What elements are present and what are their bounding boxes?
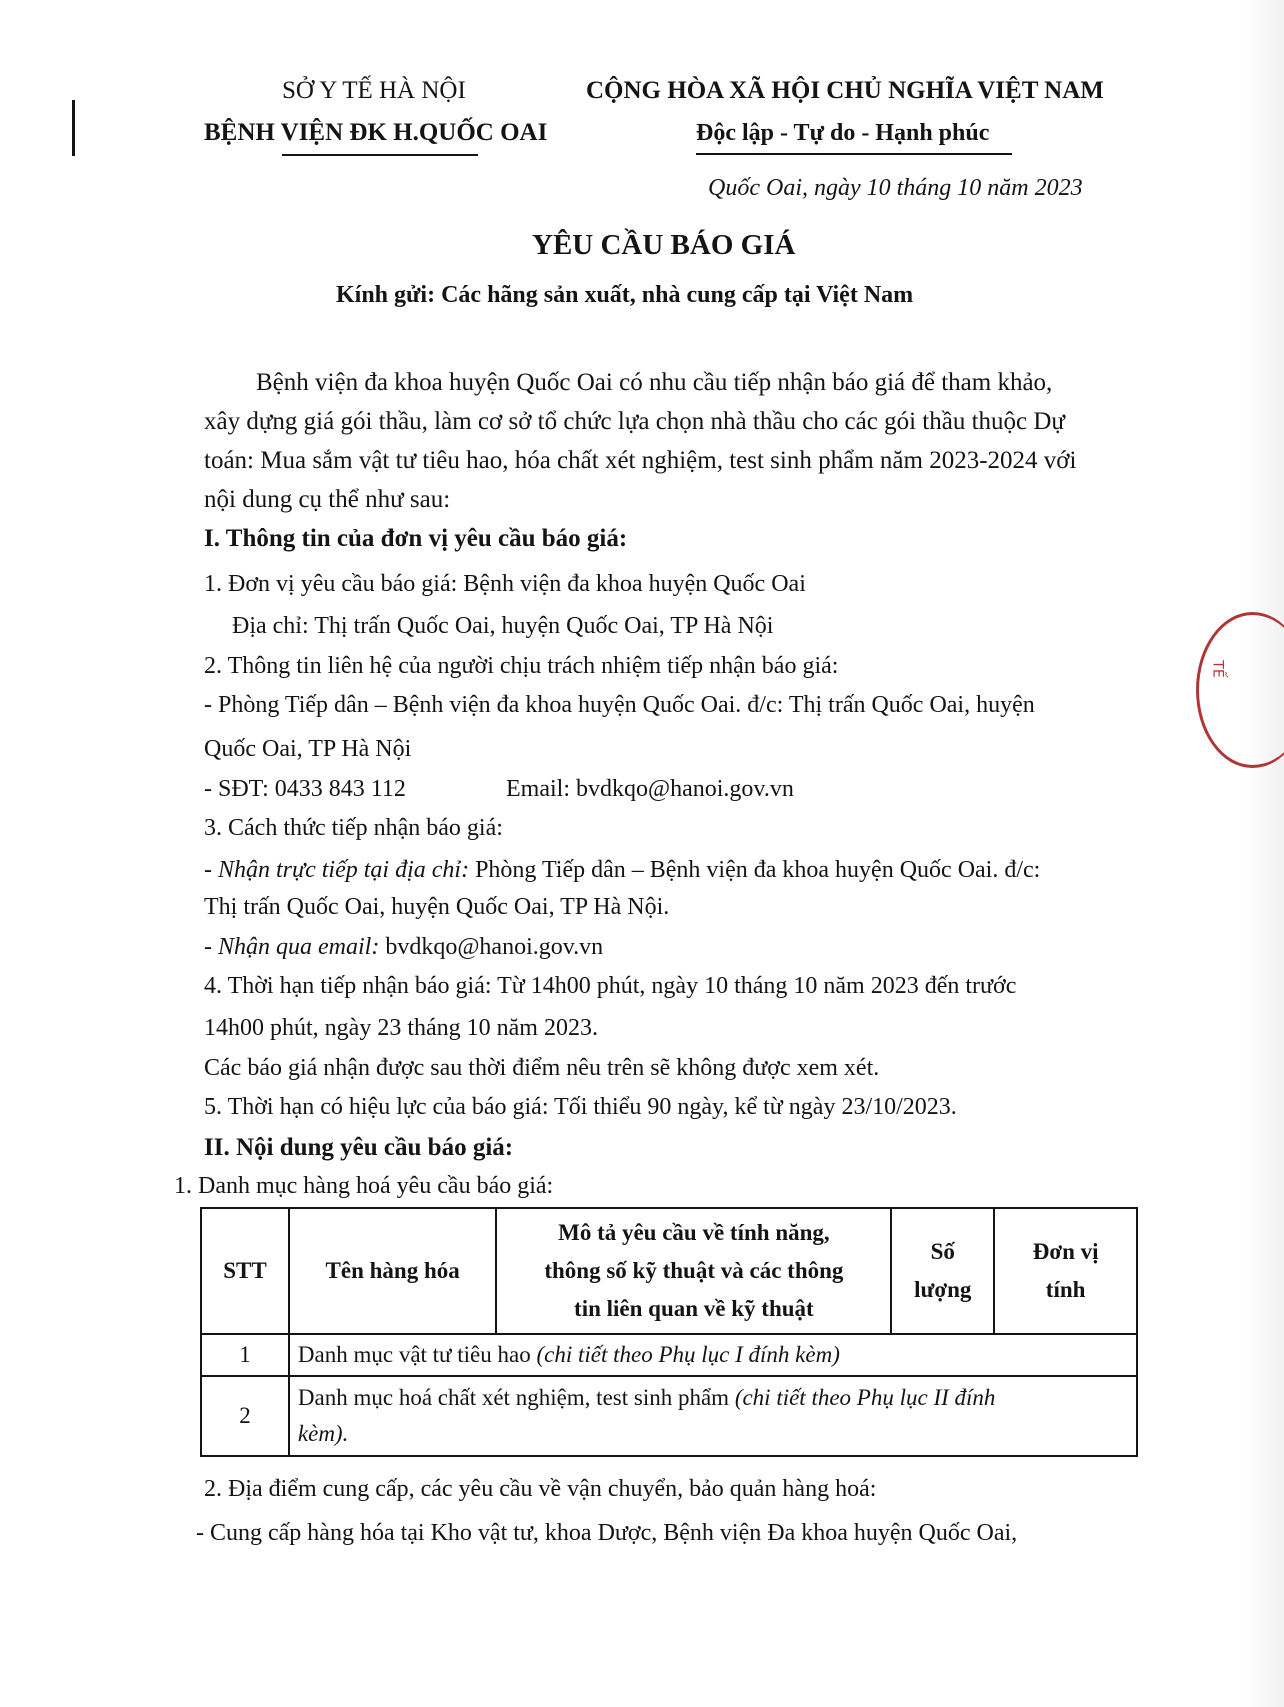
intro-line-2: xây dựng giá gói thầu, làm cơ sở tổ chức lựa chọn nhà thầu cho các gói thầu thuộc Dự <box>204 408 1065 435</box>
row-2-stt: 2 <box>201 1376 289 1456</box>
direct-receive-line-2: Thị trấn Quốc Oai, huyện Quốc Oai, TP Hà Nội. <box>204 894 670 920</box>
place-date: Quốc Oai, ngày 10 tháng 10 năm 2023 <box>708 175 1083 201</box>
header-stt: STT <box>201 1208 289 1334</box>
intro-line-3: toán: Mua sắm vật tư tiêu hao, hóa chất xét nghiệm, test sinh phẩm năm 2023-2024 với <box>204 447 1077 474</box>
deadline-line-2: 14h00 phút, ngày 23 tháng 10 năm 2023. <box>204 1015 598 1041</box>
stamp-fragment <box>1196 612 1284 768</box>
margin-mark <box>72 100 75 156</box>
goods-table <box>200 1207 1138 1457</box>
email-receive-line <box>204 932 603 962</box>
header-quantity: Số lượng <box>891 1208 994 1334</box>
email-receive-text: bvdkqo@hanoi.gov.vn <box>379 934 604 960</box>
contact-line-1: - Phòng Tiếp dân – Bệnh viện đa khoa huyện Quốc Oai. đ/c: Thị trấn Quốc Oai, huyện <box>204 692 1035 718</box>
row-2-content: Danh mục hoá chất xét nghiệm, test sinh phẩm (chi tiết theo Phụ lục II đính kèm). <box>289 1376 1137 1456</box>
section-1-item-5: 5. Thời hạn có hiệu lực của báo giá: Tối thiểu 90 ngày, kể từ ngày 23/10/2023. <box>204 1094 957 1120</box>
intro-line-1: Bệnh viện đa khoa huyện Quốc Oai có nhu cầu tiếp nhận báo giá để tham khảo, <box>256 369 1053 396</box>
goods-list-title: 1. Danh mục hàng hoá yêu cầu báo giá: <box>174 1173 554 1199</box>
row-1-stt: 1 <box>201 1334 289 1376</box>
section-1-heading: I. Thông tin của đơn vị yêu cầu báo giá: <box>204 525 628 552</box>
section-1-address: Địa chỉ: Thị trấn Quốc Oai, huyện Quốc Oai, TP Hà Nội <box>232 613 774 639</box>
contact-email: Email: bvdkqo@hanoi.gov.vn <box>506 776 794 802</box>
header-unit: Đơn vị tính <box>994 1208 1137 1334</box>
hospital-name: BỆNH VIỆN ĐK H.QUỐC OAI <box>204 119 548 146</box>
section-2-item-2: 2. Địa điểm cung cấp, các yêu cầu về vận chuyển, bảo quản hàng hoá: <box>204 1476 877 1502</box>
table-row <box>201 1334 1137 1376</box>
motto: Độc lập - Tự do - Hạnh phúc <box>696 120 990 146</box>
header-name: Tên hàng hóa <box>289 1208 497 1334</box>
recipient-line: Kính gửi: Các hãng sản xuất, nhà cung cấp tại Việt Nam <box>336 282 914 308</box>
late-note: Các báo giá nhận được sau thời điểm nêu trên sẽ không được xem xét. <box>204 1055 880 1081</box>
direct-receive-text: Phòng Tiếp dân – Bệnh viện đa khoa huyện Quốc Oai. đ/c: <box>469 857 1041 883</box>
email-receive-label: - Nhận qua email: <box>204 934 380 960</box>
header-description: Mô tả yêu cầu về tính năng, thông số kỹ thuật và các thông tin liên quan về kỹ thuật <box>496 1208 891 1334</box>
hospital-underline <box>282 154 478 156</box>
ministry-name: SỞ Y TẾ HÀ NỘI <box>282 77 466 104</box>
stamp-text: TẾ <box>1209 660 1226 678</box>
direct-receive-label: - Nhận trực tiếp tại địa chỉ: <box>204 857 470 883</box>
table-row <box>201 1376 1137 1456</box>
row-1-content: Danh mục vật tư tiêu hao (chi tiết theo Phụ lục I đính kèm) <box>289 1334 1137 1376</box>
document-title: YÊU CẦU BÁO GIÁ <box>532 229 796 261</box>
direct-receive-line <box>204 855 1040 885</box>
section-1-item-3: 3. Cách thức tiếp nhận báo giá: <box>204 815 503 841</box>
deadline-line-1: 4. Thời hạn tiếp nhận báo giá: Từ 14h00 phút, ngày 10 tháng 10 năm 2023 đến trước <box>204 973 1017 999</box>
contact-line-2: Quốc Oai, TP Hà Nội <box>204 736 412 762</box>
motto-underline <box>696 153 1012 155</box>
table-header-row <box>201 1208 1137 1334</box>
contact-phone: - SĐT: 0433 843 112 <box>204 776 406 802</box>
intro-line-4: nội dung cụ thể như sau: <box>204 486 451 513</box>
section-1-item-1: 1. Đơn vị yêu cầu báo giá: Bệnh viện đa khoa huyện Quốc Oai <box>204 571 806 597</box>
section-2-heading: II. Nội dung yêu cầu báo giá: <box>204 1134 514 1161</box>
section-2-item-2-line: - Cung cấp hàng hóa tại Kho vật tư, khoa Dược, Bệnh viện Đa khoa huyện Quốc Oai, <box>196 1520 1018 1546</box>
republic-name: CỘNG HÒA XÃ HỘI CHỦ NGHĨA VIỆT NAM <box>586 77 1104 104</box>
section-1-item-2: 2. Thông tin liên hệ của người chịu trách nhiệm tiếp nhận báo giá: <box>204 653 839 679</box>
